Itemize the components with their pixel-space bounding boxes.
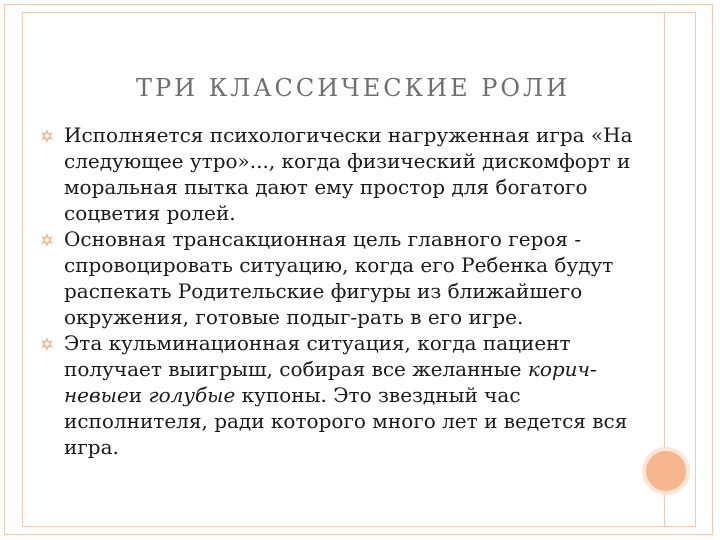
bullet-text-italic: корич-невые bbox=[64, 357, 597, 407]
flower-icon bbox=[40, 129, 54, 143]
bullet-item bbox=[40, 122, 640, 226]
decorative-circle bbox=[642, 447, 690, 495]
bullet-text-part: и bbox=[128, 383, 149, 407]
bullet-text: Исполняется психологически нагруженная игра «На следующее утро»..., когда физический дискомфорт и моральная пытка дают ему простор для богатого соцветия ролей. bbox=[64, 123, 633, 225]
slide-title: ТРИ КЛАССИЧЕСКИЕ РОЛИ bbox=[136, 74, 571, 102]
bullet-list bbox=[40, 122, 640, 460]
flower-icon bbox=[40, 337, 54, 351]
bullet-text-italic: голубые bbox=[148, 383, 236, 407]
bullet-item bbox=[40, 330, 640, 460]
bullet-text: Основная трансакционная цель главного героя - спровоцировать ситуацию, когда его Ребенка будут распекать Родительские фигуры из ближайшего окружения, готовые подыг-рать в его игре. bbox=[64, 227, 614, 329]
bullet-text-part: Эта кульминационная ситуация, когда пациент получает выигрыш, собирая все желанные bbox=[64, 331, 571, 381]
bullet-text-part: купоны. Это звездный час исполнителя, ради которого много лет и ведется вся игра. bbox=[64, 383, 628, 459]
flower-icon bbox=[40, 233, 54, 247]
bullet-item bbox=[40, 226, 640, 330]
